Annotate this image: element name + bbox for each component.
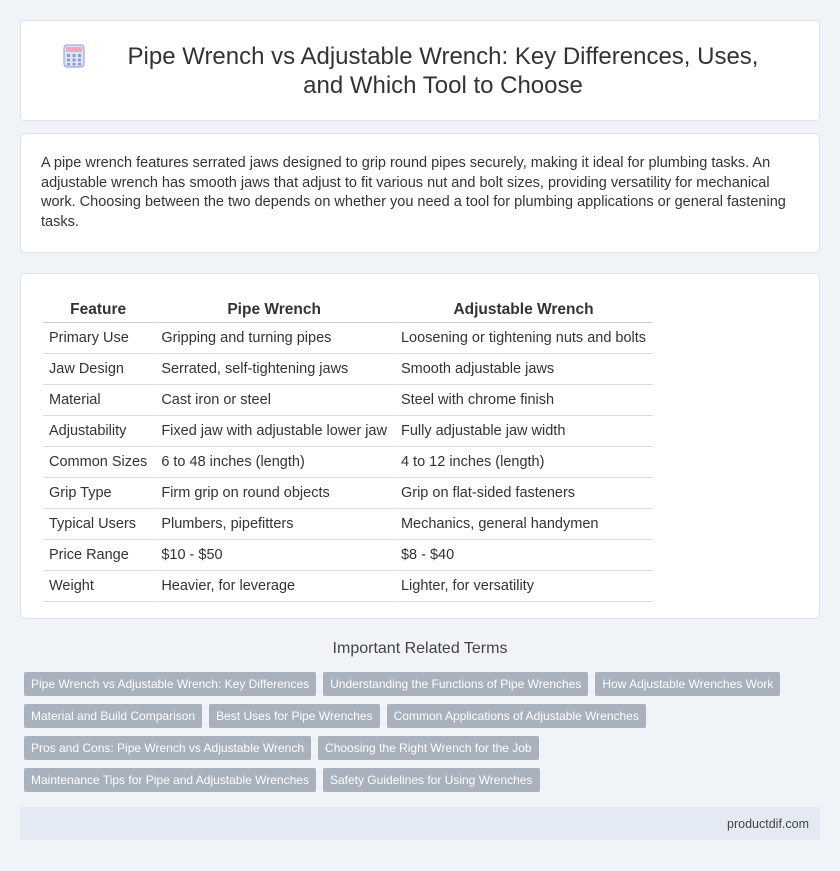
table-cell: 6 to 48 inches (length) [155,447,395,478]
related-term-tag[interactable]: Maintenance Tips for Pipe and Adjustable Wrenches [24,768,316,792]
related-terms-list [24,672,824,800]
table-row [43,416,654,447]
table-cell: Heavier, for leverage [155,571,395,602]
related-term-tag[interactable]: Pros and Cons: Pipe Wrench vs Adjustable Wrench [24,736,311,760]
related-term-tag[interactable]: Safety Guidelines for Using Wrenches [323,768,540,792]
table-cell: Fixed jaw with adjustable lower jaw [155,416,395,447]
footer-site-link[interactable]: productdif.com [727,817,809,831]
table-cell: Fully adjustable jaw width [395,416,654,447]
table-row [43,447,654,478]
table-row [43,540,654,571]
header-card [20,20,820,121]
table-cell: Jaw Design [43,354,155,385]
table-cell: Grip on flat-sided fasteners [395,478,654,509]
related-term-tag[interactable]: Common Applications of Adjustable Wrenches [387,704,646,728]
table-row [43,478,654,509]
footer [20,807,820,840]
table-cell: Smooth adjustable jaws [395,354,654,385]
table-row [43,354,654,385]
table-cell: Gripping and turning pipes [155,323,395,354]
table-cell: Common Sizes [43,447,155,478]
comparison-table [43,296,654,602]
table-cell: Cast iron or steel [155,385,395,416]
calculator-icon [61,43,87,69]
table-cell: Steel with chrome finish [395,385,654,416]
table-cell: Price Range [43,540,155,571]
intro-paragraph: A pipe wrench features serrated jaws designed to grip round pipes securely, making it ideal for plumbing tasks. An adjustable wrench has smooth jaws that adjust to fit various nut and bolt sizes, providing versatility for mechanical work. Choosing between the two depends on whether you need a tool for plumbing applications or general fastening tasks. [41,155,786,230]
page-title: Pipe Wrench vs Adjustable Wrench: Key Differences, Uses, and Which Tool to Choose [127,42,759,99]
table-cell: Firm grip on round objects [155,478,395,509]
table-row [43,509,654,540]
related-term-tag[interactable]: Choosing the Right Wrench for the Job [318,736,539,760]
table-cell: Adjustability [43,416,155,447]
table-cell: Loosening or tightening nuts and bolts [395,323,654,354]
table-cell: Plumbers, pipefitters [155,509,395,540]
table-cell: Lighter, for versatility [395,571,654,602]
table-cell: $10 - $50 [155,540,395,571]
table-cell: Weight [43,571,155,602]
column-header: Feature [43,296,155,323]
related-term-tag[interactable]: Best Uses for Pipe Wrenches [209,704,380,728]
table-cell: Grip Type [43,478,155,509]
table-cell: 4 to 12 inches (length) [395,447,654,478]
table-cell: $8 - $40 [395,540,654,571]
table-row [43,571,654,602]
table-cell: Primary Use [43,323,155,354]
related-term-tag[interactable]: Material and Build Comparison [24,704,202,728]
related-term-tag[interactable]: How Adjustable Wrenches Work [595,672,780,696]
column-header: Adjustable Wrench [395,296,654,323]
column-header: Pipe Wrench [155,296,395,323]
table-cell: Material [43,385,155,416]
intro-card [20,133,820,253]
table-row [43,385,654,416]
table-cell: Mechanics, general handymen [395,509,654,540]
table-header-row [43,296,654,323]
table-cell: Typical Users [43,509,155,540]
table-row [43,323,654,354]
comparison-card [20,273,820,619]
related-terms-heading: Important Related Terms [332,640,508,657]
related-term-tag[interactable]: Understanding the Functions of Pipe Wrenches [323,672,588,696]
related-term-tag[interactable]: Pipe Wrench vs Adjustable Wrench: Key Differences [24,672,316,696]
table-cell: Serrated, self-tightening jaws [155,354,395,385]
